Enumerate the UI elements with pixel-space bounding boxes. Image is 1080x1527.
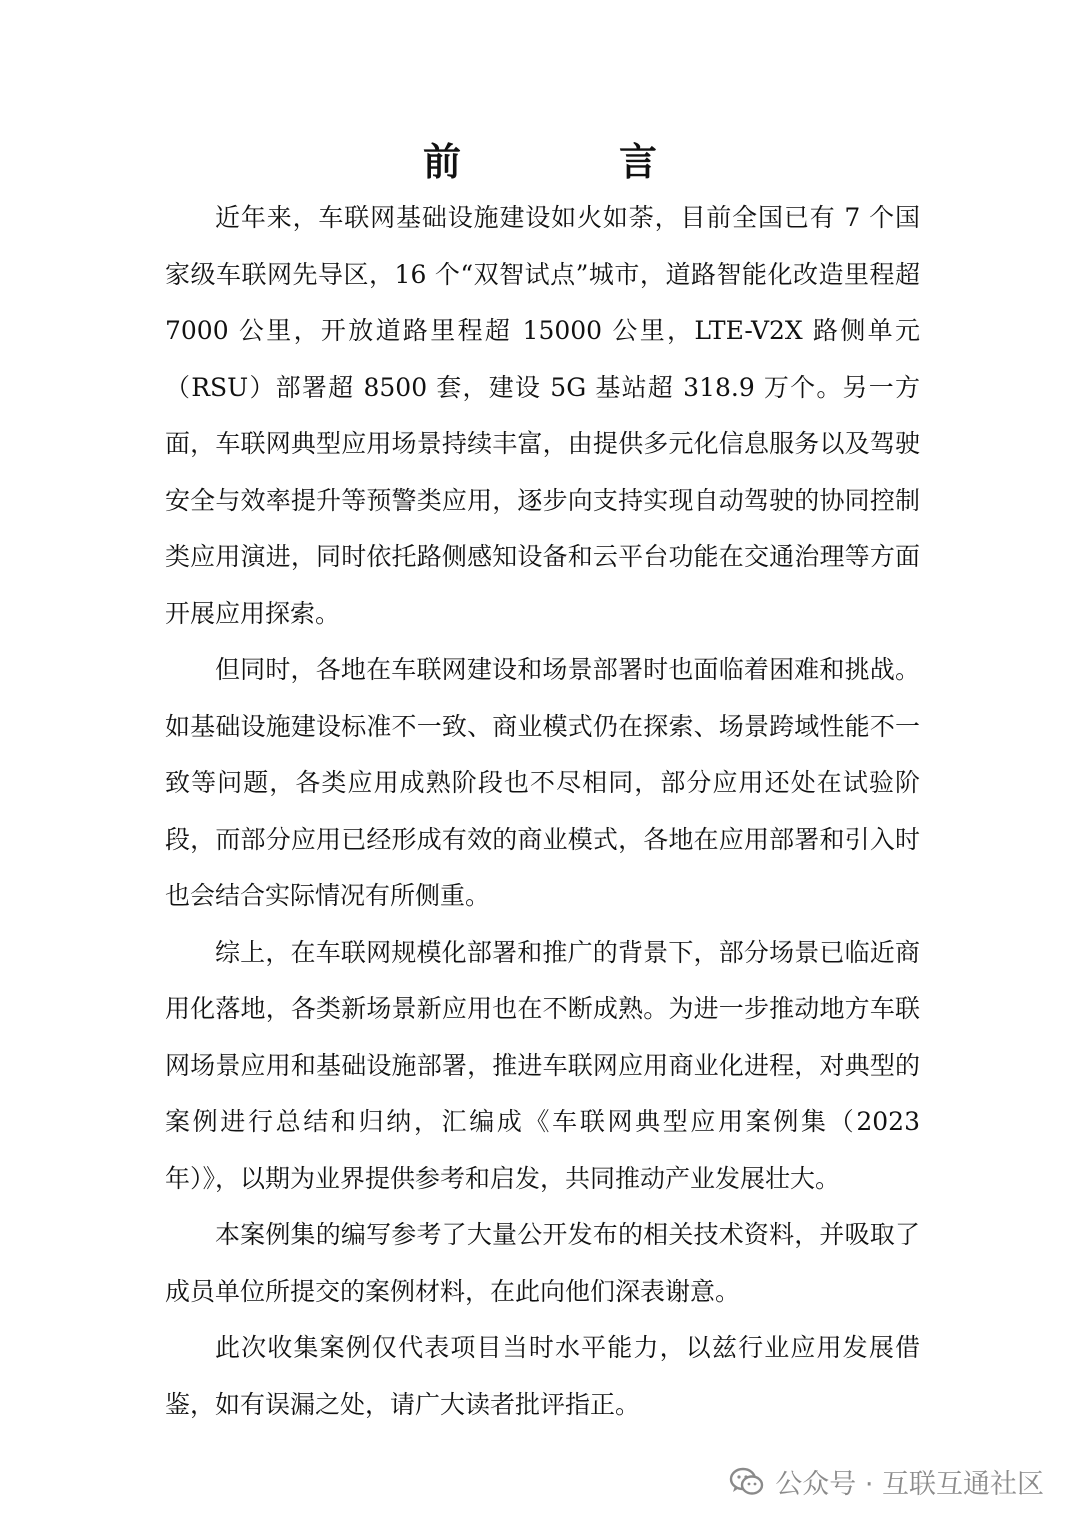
document-body [165,190,920,1433]
wechat-icon [729,1466,765,1498]
paragraph-2: 但同时，各地在车联网建设和场景部署时也面临着困难和挑战。如基础设施建设标准不一致、商业模式仍在探索、场景跨域性能不一致等问题，各类应用成熟阶段也不尽相同，部分应用还处在试验阶段，而部分应用已经形成有效的商业模式，各地在应用部署和引入时也会结合实际情况有所侧重。 [165,655,920,910]
watermark [729,1462,1044,1501]
watermark-text: 公众号 · 互联互通社区 [775,1469,1044,1500]
paragraph-5: 此次收集案例仅代表项目当时水平能力，以兹行业应用发展借鉴，如有误漏之处，请广大读者批评指正。 [165,1333,920,1419]
paragraph-4: 本案例集的编写参考了大量公开发布的相关技术资料，并吸取了成员单位所提交的案例材料，在此向他们深表谢意。 [165,1220,920,1306]
paragraph-1: 近年来，车联网基础设施建设如火如荼，目前全国已有 7 个国家级车联网先导区，16 个“双智试点”城市，道路智能化改造里程超 7000 公里，开放道路里程超 15000 公里，LTE-V2X 路侧单元（RSU）部署超 8500 套，建设 5G 基站超 318.9 万个。另一方面，车联网典型应用场景持续丰富，由提供多元化信息服务以及驾驶安全与效率提升等预警类应用，逐步向支持实现自动驾驶的协同控制类应用演进，同时依托路侧感知设备和云平台功能在交通治理等方面开展应用探索。 [165,203,920,628]
paragraph-3: 综上，在车联网规模化部署和推广的背景下，部分场景已临近商用化落地，各类新场景新应用也在不断成熟。为进一步推动地方车联网场景应用和基础设施部署，推进车联网应用商业化进程，对典型的案例进行总结和归纳，汇编成《车联网典型应用案例集（2023 年）》，以期为业界提供参考和启发，共同推动产业发展壮大。 [165,937,920,1193]
page-title: 前 言 [422,139,717,184]
